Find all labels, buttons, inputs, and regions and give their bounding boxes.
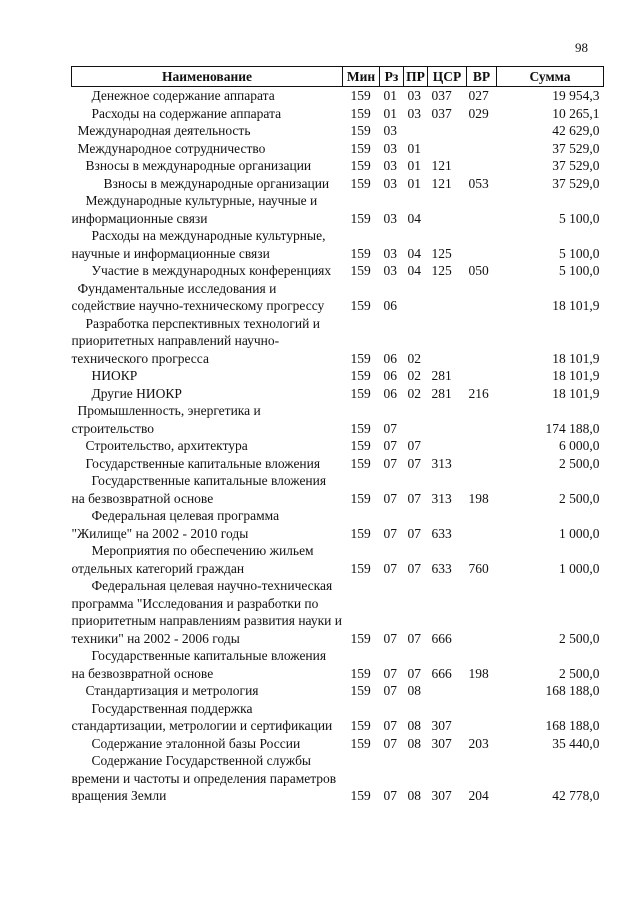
row-sum: 1 000,0	[559, 525, 600, 541]
row-vr	[467, 367, 497, 385]
row-sum: 35 440,0	[552, 735, 600, 751]
row-min: 159	[350, 665, 371, 681]
row-vr	[467, 122, 497, 140]
row-name: Федеральная целевая программа "Жилище" на 2002 - 2010 годы	[71, 508, 280, 541]
table-row	[72, 140, 604, 158]
row-name: Стандартизация и метрология	[85, 683, 259, 698]
row-vr: 027	[468, 88, 489, 103]
header-sum: Сумма	[497, 67, 604, 87]
row-rz: 03	[383, 210, 397, 226]
row-sum: 5 100,0	[559, 263, 600, 278]
row-sum: 1 000,0	[559, 560, 600, 576]
row-csr	[428, 437, 467, 455]
row-vr	[467, 140, 497, 158]
row-rz: 03	[383, 140, 397, 156]
row-pr: 08	[407, 718, 421, 733]
row-csr	[428, 402, 467, 437]
row-name: Содержание эталонной базы России	[91, 735, 301, 751]
table-row	[72, 280, 604, 315]
row-name: Участие в международных конференциях	[91, 263, 332, 278]
row-min: 159	[350, 718, 371, 733]
table-row	[72, 87, 604, 105]
row-name: Государственная поддержка стандартизации, метрологии и сертификации	[71, 700, 333, 733]
row-rz: 06	[383, 385, 397, 401]
row-min: 159	[350, 245, 371, 261]
row-name: Строительство, архитектура	[85, 438, 248, 453]
row-rz: 03	[383, 123, 397, 138]
row-vr	[467, 682, 497, 700]
row-sum: 37 529,0	[552, 158, 600, 173]
row-name: Промышленность, энергетика и строительство	[71, 403, 261, 436]
row-rz: 07	[383, 630, 397, 646]
row-vr	[467, 192, 497, 227]
row-name: Международная деятельность	[77, 123, 251, 138]
row-min: 159	[350, 210, 371, 226]
row-sum: 18 101,9	[552, 368, 600, 383]
table-header	[72, 67, 604, 87]
row-name: Расходы на международные культурные, научные и информационные связи	[71, 228, 326, 261]
table-row	[72, 682, 604, 700]
row-name: Государственные капитальные вложения	[85, 455, 321, 471]
row-rz: 07	[383, 718, 397, 733]
row-name: Мероприятия по обеспечению жильем отдельных категорий граждан	[71, 543, 314, 576]
row-rz: 07	[383, 420, 397, 436]
row-csr: 666	[431, 630, 452, 646]
row-pr	[404, 280, 428, 315]
row-min: 159	[350, 88, 371, 103]
row-vr	[467, 455, 497, 473]
row-csr: 125	[431, 263, 452, 278]
row-csr: 281	[431, 368, 452, 383]
budget-table	[71, 66, 604, 805]
row-vr: 029	[468, 105, 489, 121]
row-pr	[404, 402, 428, 437]
row-min: 159	[350, 140, 371, 156]
table-row	[72, 577, 604, 647]
row-sum: 37 529,0	[552, 140, 600, 156]
table-row	[72, 735, 604, 753]
row-csr	[428, 280, 467, 315]
row-pr: 02	[407, 385, 421, 401]
row-vr	[467, 227, 497, 262]
row-pr: 07	[407, 455, 421, 471]
row-sum: 37 529,0	[552, 175, 600, 191]
table-row	[72, 472, 604, 507]
header-min: Мин	[343, 67, 380, 87]
row-sum: 42 629,0	[552, 123, 600, 138]
row-sum: 2 500,0	[559, 490, 600, 506]
header-rz: Рз	[380, 67, 404, 87]
table-row	[72, 507, 604, 542]
table-row	[72, 647, 604, 682]
row-rz: 07	[383, 455, 397, 471]
table-row	[72, 455, 604, 473]
row-pr: 07	[407, 490, 421, 506]
table-row	[72, 122, 604, 140]
header-vr: ВР	[467, 67, 497, 87]
row-min: 159	[350, 438, 371, 453]
row-name: Государственные капитальные вложения на безвозвратной основе	[71, 473, 327, 506]
row-sum: 18 101,9	[552, 298, 600, 313]
row-min: 159	[350, 788, 371, 803]
row-sum: 2 500,0	[559, 455, 600, 471]
row-name: Государственные капитальные вложения на безвозвратной основе	[71, 648, 327, 681]
row-csr: 307	[431, 718, 452, 733]
row-sum: 2 500,0	[559, 665, 600, 681]
row-csr	[428, 192, 467, 227]
table-row	[72, 437, 604, 455]
row-pr: 03	[407, 88, 421, 103]
row-rz: 07	[383, 665, 397, 681]
page-number: 98	[575, 40, 588, 55]
row-rz: 07	[383, 735, 397, 751]
row-min: 159	[350, 105, 371, 121]
row-csr: 037	[431, 88, 452, 103]
row-min: 159	[350, 263, 371, 278]
row-rz: 07	[383, 490, 397, 506]
table-body	[72, 87, 604, 805]
row-pr: 07	[407, 438, 421, 453]
table-row	[72, 700, 604, 735]
row-min: 159	[350, 735, 371, 751]
row-vr: 216	[468, 385, 489, 401]
row-sum: 19 954,3	[552, 88, 600, 103]
row-min: 159	[350, 175, 371, 191]
row-pr: 02	[407, 368, 421, 383]
row-name: Взносы в международные организации	[103, 175, 330, 191]
table-row	[72, 192, 604, 227]
row-vr	[467, 402, 497, 437]
row-csr	[428, 315, 467, 368]
row-pr: 04	[407, 263, 421, 278]
table-row	[72, 385, 604, 403]
row-pr: 03	[407, 105, 421, 121]
row-name: Международное сотрудничество	[77, 140, 266, 156]
row-min: 159	[350, 350, 371, 366]
row-name: Расходы на содержание аппарата	[91, 105, 282, 121]
row-sum: 174 188,0	[545, 420, 600, 436]
row-name: Содержание Государственной службы времени и частоты и определения параметров вращения Земли	[71, 753, 337, 803]
row-csr: 121	[431, 158, 452, 173]
row-min: 159	[350, 420, 371, 436]
row-min: 159	[350, 490, 371, 506]
row-name: Фундаментальные исследования и содействие научно-техническому прогрессу	[71, 280, 325, 313]
row-csr: 633	[431, 560, 452, 576]
row-pr: 01	[407, 158, 421, 173]
table-row	[72, 315, 604, 368]
row-sum: 5 100,0	[559, 210, 600, 226]
row-vr	[467, 700, 497, 735]
row-rz: 07	[383, 438, 397, 453]
row-csr: 121	[431, 175, 452, 191]
row-name: Международные культурные, научные и информационные связи	[71, 193, 318, 226]
row-min: 159	[350, 630, 371, 646]
row-min: 159	[350, 158, 371, 173]
row-min: 159	[350, 123, 371, 138]
row-vr: 053	[468, 175, 489, 191]
row-rz: 03	[383, 158, 397, 173]
row-vr	[467, 577, 497, 647]
row-min: 159	[350, 298, 371, 313]
row-pr: 08	[407, 683, 421, 698]
row-sum: 5 100,0	[559, 245, 600, 261]
row-pr: 08	[407, 788, 421, 803]
table-row	[72, 367, 604, 385]
row-sum: 168 188,0	[545, 683, 600, 698]
row-csr: 313	[431, 455, 452, 471]
table-row	[72, 175, 604, 193]
row-rz: 07	[383, 788, 397, 803]
row-min: 159	[350, 385, 371, 401]
row-csr: 125	[431, 245, 452, 261]
row-csr: 281	[431, 385, 452, 401]
table-row	[72, 227, 604, 262]
row-vr	[467, 507, 497, 542]
row-name: Взносы в международные организации	[85, 158, 312, 173]
row-rz: 06	[383, 298, 397, 313]
row-rz: 07	[383, 683, 397, 698]
table-row	[72, 402, 604, 437]
row-vr	[467, 280, 497, 315]
row-rz: 07	[383, 525, 397, 541]
row-rz: 03	[383, 175, 397, 191]
row-csr: 037	[431, 105, 452, 121]
row-csr: 307	[431, 788, 452, 803]
row-sum: 6 000,0	[559, 438, 600, 453]
row-vr: 198	[468, 490, 489, 506]
row-pr: 07	[407, 560, 421, 576]
row-vr: 198	[468, 665, 489, 681]
row-pr: 01	[407, 140, 421, 156]
row-name: Разработка перспективных технологий и приоритетных направлений научно-технического прогресса	[71, 315, 320, 366]
row-pr: 07	[407, 630, 421, 646]
row-pr: 01	[407, 175, 421, 191]
row-csr	[428, 682, 467, 700]
row-vr: 204	[468, 788, 489, 803]
row-min: 159	[350, 455, 371, 471]
row-pr: 08	[407, 735, 421, 751]
row-pr: 04	[407, 210, 421, 226]
row-sum: 18 101,9	[552, 350, 600, 366]
row-pr: 07	[407, 525, 421, 541]
row-pr: 07	[407, 665, 421, 681]
row-csr	[428, 140, 467, 158]
table-row	[72, 752, 604, 805]
row-rz: 01	[383, 105, 397, 121]
row-sum: 18 101,9	[552, 385, 600, 401]
row-min: 159	[350, 560, 371, 576]
header-name: Наименование	[72, 67, 343, 87]
row-pr	[404, 122, 428, 140]
row-pr: 04	[407, 245, 421, 261]
row-csr	[428, 122, 467, 140]
row-vr	[467, 437, 497, 455]
row-csr: 313	[431, 490, 452, 506]
row-rz: 07	[383, 560, 397, 576]
table-row	[72, 157, 604, 175]
row-sum: 10 265,1	[552, 105, 600, 121]
row-rz: 06	[383, 350, 397, 366]
row-name: Денежное содержание аппарата	[91, 88, 275, 103]
row-csr: 633	[431, 525, 452, 541]
header-csr: ЦСР	[428, 67, 467, 87]
row-csr: 307	[431, 735, 452, 751]
row-vr: 050	[468, 263, 489, 278]
row-sum: 168 188,0	[545, 718, 600, 733]
row-csr: 666	[431, 665, 452, 681]
row-rz: 03	[383, 263, 397, 278]
table-row	[72, 262, 604, 280]
row-name: Другие НИОКР	[91, 385, 182, 401]
row-vr	[467, 315, 497, 368]
header-pr: ПР	[404, 67, 428, 87]
row-name: НИОКР	[91, 368, 138, 383]
row-pr: 02	[407, 350, 421, 366]
row-rz: 01	[383, 88, 397, 103]
row-name: Федеральная целевая научно-техническая программа "Исследования и разработки по приоритетным направлениям развития науки и техники" на 2002 - 2006 годы	[71, 578, 342, 646]
table-row	[72, 542, 604, 577]
row-sum: 42 778,0	[552, 788, 600, 803]
row-vr: 203	[468, 735, 489, 751]
row-rz: 06	[383, 368, 397, 383]
row-min: 159	[350, 683, 371, 698]
row-sum: 2 500,0	[559, 630, 600, 646]
row-vr: 760	[468, 560, 489, 576]
table-row	[72, 105, 604, 123]
row-rz: 03	[383, 245, 397, 261]
row-min: 159	[350, 525, 371, 541]
row-vr	[467, 157, 497, 175]
row-min: 159	[350, 368, 371, 383]
